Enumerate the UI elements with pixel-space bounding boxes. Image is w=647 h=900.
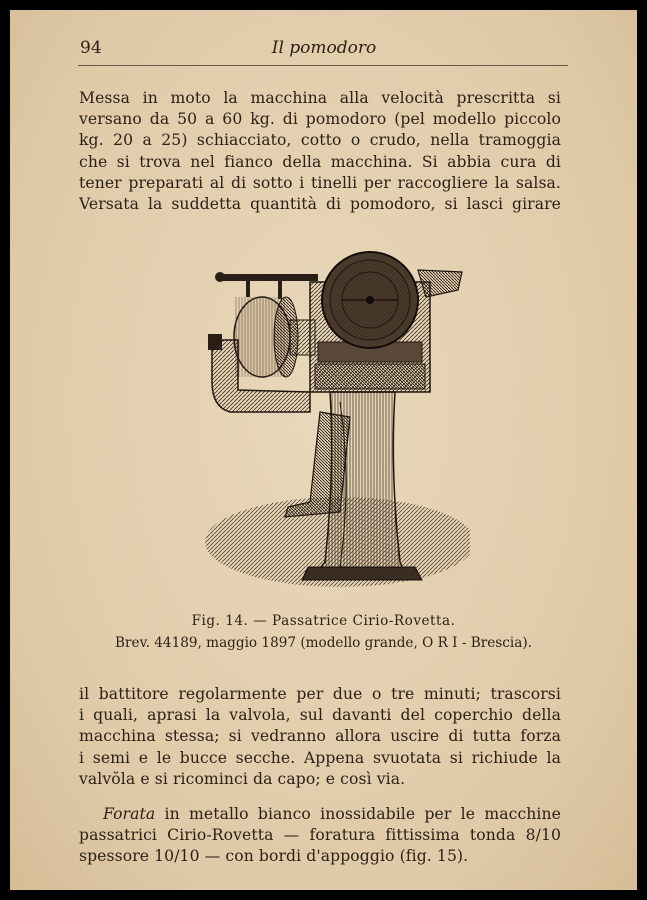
machine-illustration bbox=[190, 242, 470, 602]
page-number: 94 bbox=[80, 38, 102, 58]
text-line: versano da 50 a 60 kg. di pomodoro (pel modello piccolo bbox=[79, 110, 561, 129]
text-line: il battitore regolarmente per due o tre minuti; trascorsi bbox=[79, 685, 561, 703]
text-line: passatrici Cirio-Rovetta — foratura fittissima tonda 8/10 bbox=[79, 826, 561, 845]
paragraph-1 bbox=[79, 88, 561, 215]
running-header bbox=[80, 38, 568, 64]
figure-caption-title: Fig. 14. — Passatrice Cirio-Rovetta. bbox=[191, 613, 456, 629]
lead-word: Forata bbox=[103, 805, 156, 823]
line-rest: in metallo bianco inossidabile per le macchine bbox=[155, 805, 561, 823]
paragraph-3 bbox=[79, 804, 561, 868]
passatrice-engraving bbox=[190, 242, 470, 602]
paragraph-2 bbox=[79, 684, 561, 790]
text-line: i semi e le bucce secche. Appena svuotata si richiude la bbox=[79, 748, 561, 767]
book-page bbox=[10, 10, 637, 890]
text-line: che si trova nel fianco della macchina. Si abbia cura di bbox=[79, 152, 561, 171]
text-line: Messa in moto la macchina alla velocità prescritta si bbox=[79, 89, 561, 107]
running-title: Il pomodoro bbox=[271, 38, 377, 58]
text-line: kg. 20 a 25) schiacciato, cotto o crudo, nella tramoggia bbox=[79, 131, 561, 150]
text-line: spessore 10/10 — con bordi d'appoggio (fig. 15). bbox=[79, 847, 469, 866]
figure-caption-patent: Brev. 44189, maggio 1897 (modello grande, O R I - Brescia). bbox=[115, 635, 532, 651]
text-line: tener preparati al di sotto i tinelli per raccogliere la salsa. bbox=[79, 173, 561, 192]
text-line: valvŏla e si ricominci da capo; e così via. bbox=[79, 769, 406, 788]
header-rule bbox=[78, 65, 568, 66]
text-line bbox=[79, 804, 561, 825]
text-line: Versata la suddetta quantità di pomodoro, si lasci girare bbox=[79, 195, 561, 214]
text-line: macchina stessa; si vedranno allora uscire di tutta forza bbox=[79, 727, 561, 746]
text-line: i quali, aprasi la valvola, sul davanti del coperchio della bbox=[79, 706, 561, 725]
